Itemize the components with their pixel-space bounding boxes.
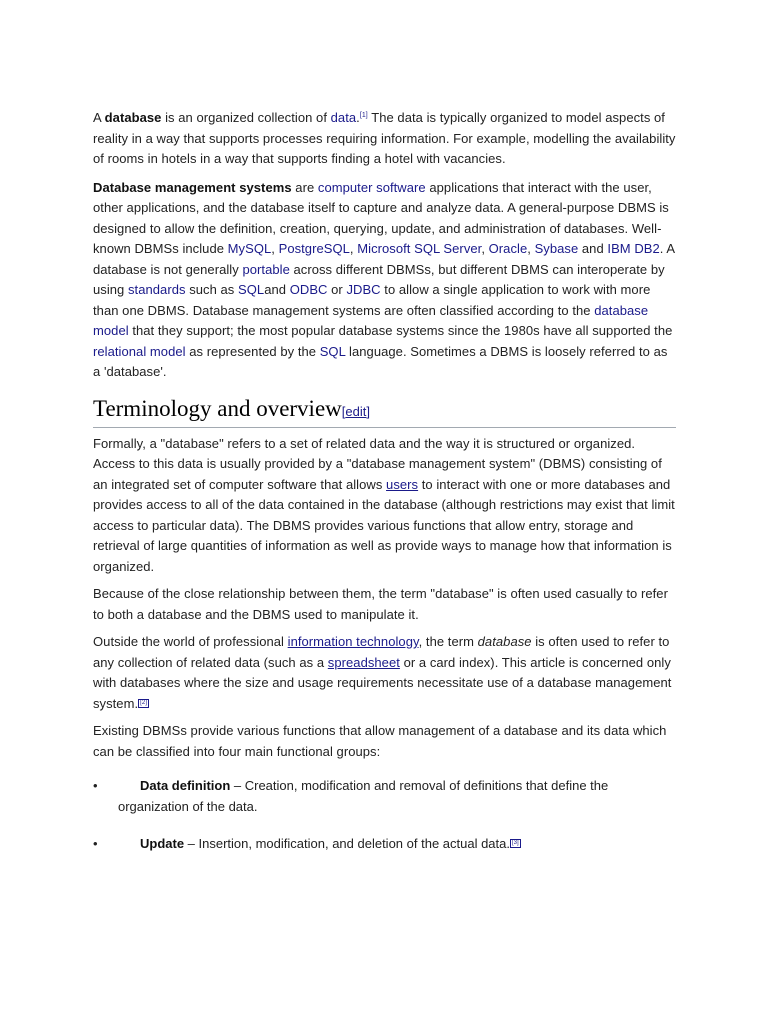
list-item-text: – Insertion, modification, and deletion of the actual data. xyxy=(184,836,510,851)
link-standards[interactable]: standards xyxy=(128,282,186,297)
text-run: language. Sometimes a DBMS is loosely referred to as a 'database'. xyxy=(93,343,668,379)
list-item-title: Data definition xyxy=(140,778,231,793)
section-heading xyxy=(93,395,676,428)
link-ibm-db2[interactable]: IBM DB2 xyxy=(607,241,660,256)
citation-3[interactable]: [3] xyxy=(512,840,519,846)
text-run: Outside the world of professional xyxy=(93,634,288,649)
link-spreadsheet[interactable]: spreadsheet xyxy=(327,654,400,670)
edit-link[interactable]: edit xyxy=(345,403,367,419)
text-run: applications that interact with the user, other applications, and the database itself to capture and analyze data. A general-purpose DBMS is designed to allow the definition, creation, querying, update, and administration of databases. Well-known DBMSs include xyxy=(93,179,669,256)
bullet-icon: • xyxy=(93,836,98,851)
link-users[interactable]: users xyxy=(386,476,419,492)
text-run: across different DBMSs, but different DBMS can interoperate by using xyxy=(93,261,665,297)
term-database: database xyxy=(104,110,162,125)
link-information-technology[interactable]: information technology xyxy=(287,634,419,649)
article-body xyxy=(93,108,676,872)
text-run: , xyxy=(349,241,358,256)
list-item-title: Update xyxy=(140,836,185,851)
text-run: is an organized collection of xyxy=(161,110,331,125)
section-heading-text: Terminology and overview xyxy=(93,395,342,421)
intro-paragraph-2 xyxy=(93,178,676,383)
text-run: and xyxy=(578,241,608,256)
text-run: are xyxy=(291,179,318,195)
text-run: that they support; the most popular database systems since the 1980s have all supported the xyxy=(128,323,673,338)
link-postgresql[interactable]: PostgreSQL xyxy=(278,241,350,256)
link-database-model[interactable]: database model xyxy=(93,302,649,338)
link-jdbc[interactable]: JDBC xyxy=(346,282,381,297)
term-database-italic: database xyxy=(477,634,532,649)
link-sql[interactable]: SQL xyxy=(238,282,265,297)
link-data[interactable]: data xyxy=(330,110,357,125)
link-computer-software[interactable]: computer software xyxy=(317,179,426,195)
text-run: , xyxy=(527,241,535,256)
text-run: , xyxy=(271,241,279,256)
text-run: , xyxy=(481,241,489,256)
text-run: . xyxy=(356,110,360,125)
text-run: or a card index). This article is concerned only with databases where the size and usage requirements necessitate use of a database management system. xyxy=(93,654,672,711)
list-item xyxy=(93,834,676,855)
functional-groups-list xyxy=(93,776,676,855)
text-run: and xyxy=(264,282,290,297)
list-item xyxy=(93,776,676,817)
edit-bracket-close: ] xyxy=(366,403,370,419)
citation-1[interactable]: [1] xyxy=(359,112,368,119)
text-run: A xyxy=(93,110,105,125)
link-mysql[interactable]: MySQL xyxy=(227,241,272,256)
link-microsoft-sql-server[interactable]: Microsoft SQL Server xyxy=(357,241,482,256)
link-relational-model[interactable]: relational model xyxy=(93,343,186,359)
text-run: The data is typically organized to model aspects of reality in a way that supports processes requiring information. For example, modelling the availability of rooms in hotels in a way that supports finding a hotel with vacancies. xyxy=(93,110,676,166)
list-item-text: – Creation, modification and removal of definitions that define the organization of the data. xyxy=(118,778,609,814)
text-run: is often used to refer to any collection of related data (such as a xyxy=(93,634,670,670)
edit-bracket-open: [ xyxy=(341,403,346,419)
edit-section-link[interactable] xyxy=(342,404,370,419)
text-run: , the term xyxy=(418,634,478,649)
text-run: Formally, a "database" refers to a set of related data and the way it is structured or organized. Access to this data is usually provided by a "database management system" (DBMS) consisting of an integrated set of computer software that allows xyxy=(93,435,662,492)
link-odbc[interactable]: ODBC xyxy=(289,282,328,297)
intro-paragraph-1 xyxy=(93,108,676,170)
text-run: to allow a single application to work with more than one DBMS. Database management systems are often classified according to the xyxy=(93,282,651,318)
link-portable[interactable]: portable xyxy=(242,261,290,277)
section-paragraph-1 xyxy=(93,434,676,578)
section-paragraph-2: Because of the close relationship between them, the term "database" is often used casually to refer to both a database and the DBMS used to manipulate it. xyxy=(93,586,668,622)
text-run: . A database is not generally xyxy=(93,241,675,277)
text-run: to interact with one or more databases and provides access to all of the data contained in the database (although restrictions may exist that limit access to particular data). The DBMS provides various functions that allow entry, storage and retrieval of large quantities of information as well as provide ways to manage how that information is organized. xyxy=(93,476,675,574)
text-run: such as xyxy=(185,282,239,297)
link-oracle[interactable]: Oracle xyxy=(488,241,528,256)
bullet-icon: • xyxy=(93,778,98,793)
link-sql-language[interactable]: SQL xyxy=(319,343,346,359)
term-dbms: Database management systems xyxy=(93,179,292,195)
text-run: or xyxy=(327,282,347,297)
section-paragraph-3 xyxy=(93,632,676,714)
link-sybase[interactable]: Sybase xyxy=(534,241,579,256)
citation-2[interactable]: [2] xyxy=(140,699,147,706)
text-run: as represented by the xyxy=(185,343,320,359)
section-paragraph-4: Existing DBMSs provide various functions that allow management of a database and its data which can be classified into four main functional groups: xyxy=(93,723,667,759)
